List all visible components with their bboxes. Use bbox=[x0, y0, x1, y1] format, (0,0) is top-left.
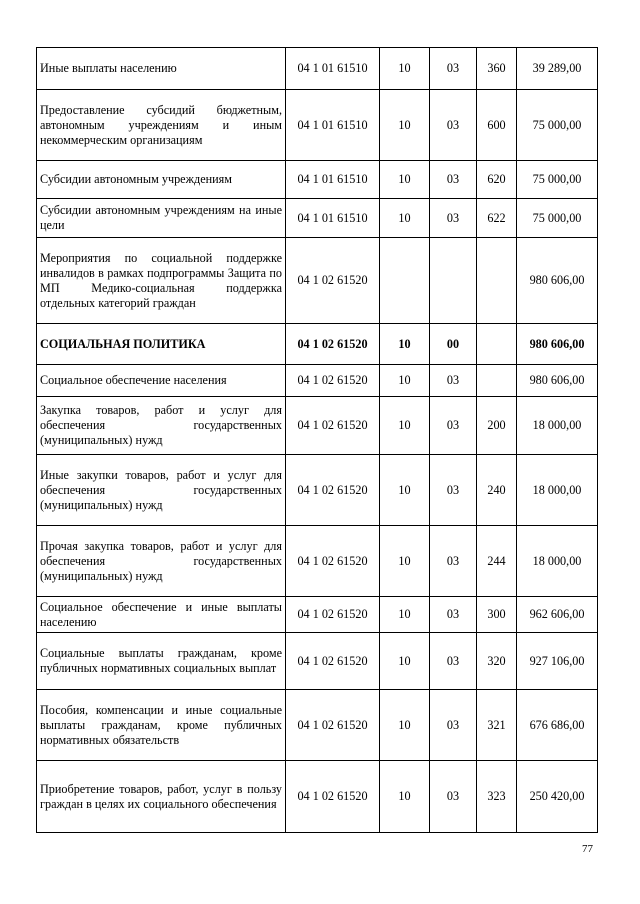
row-subsection-code: 03 bbox=[430, 397, 477, 455]
row-subsection-code: 03 bbox=[430, 199, 477, 238]
row-section-code: 10 bbox=[380, 90, 430, 161]
row-csr-code: 04 1 01 61510 bbox=[286, 48, 380, 90]
row-expense-type bbox=[477, 324, 517, 365]
table-row bbox=[37, 690, 598, 761]
row-subsection-code: 03 bbox=[430, 90, 477, 161]
table-row bbox=[37, 633, 598, 690]
row-csr-code: 04 1 02 61520 bbox=[286, 397, 380, 455]
row-amount: 962 606,00 bbox=[517, 597, 598, 633]
row-csr-code: 04 1 01 61510 bbox=[286, 161, 380, 199]
row-amount: 927 106,00 bbox=[517, 633, 598, 690]
row-section-code: 10 bbox=[380, 526, 430, 597]
row-amount: 18 000,00 bbox=[517, 397, 598, 455]
row-expense-type: 622 bbox=[477, 199, 517, 238]
budget-table bbox=[36, 47, 598, 833]
row-csr-code: 04 1 02 61520 bbox=[286, 324, 380, 365]
row-expense-type: 240 bbox=[477, 455, 517, 526]
row-csr-code: 04 1 02 61520 bbox=[286, 365, 380, 397]
row-amount: 250 420,00 bbox=[517, 761, 598, 833]
row-expense-type: 360 bbox=[477, 48, 517, 90]
row-amount: 75 000,00 bbox=[517, 199, 598, 238]
row-name: Субсидии автономным учреждениям на иные цели bbox=[37, 199, 286, 238]
row-amount: 18 000,00 bbox=[517, 526, 598, 597]
table-row bbox=[37, 90, 598, 161]
row-section-code: 10 bbox=[380, 633, 430, 690]
row-section-code: 10 bbox=[380, 690, 430, 761]
row-expense-type bbox=[477, 238, 517, 324]
row-section-code: 10 bbox=[380, 48, 430, 90]
row-subsection-code: 03 bbox=[430, 597, 477, 633]
row-csr-code: 04 1 02 61520 bbox=[286, 597, 380, 633]
row-expense-type: 244 bbox=[477, 526, 517, 597]
row-subsection-code: 03 bbox=[430, 365, 477, 397]
row-name: Приобретение товаров, работ, услуг в пользу граждан в целях их социального обеспечения bbox=[37, 761, 286, 833]
row-csr-code: 04 1 02 61520 bbox=[286, 633, 380, 690]
table-row bbox=[37, 199, 598, 238]
row-subsection-code: 03 bbox=[430, 633, 477, 690]
row-section-code bbox=[380, 238, 430, 324]
row-subsection-code: 03 bbox=[430, 690, 477, 761]
row-expense-type: 321 bbox=[477, 690, 517, 761]
row-name: СОЦИАЛЬНАЯ ПОЛИТИКА bbox=[37, 324, 286, 365]
row-subsection-code: 00 bbox=[430, 324, 477, 365]
row-name: Социальное обеспечение и иные выплаты населению bbox=[37, 597, 286, 633]
row-subsection-code: 03 bbox=[430, 455, 477, 526]
table-row bbox=[37, 526, 598, 597]
row-csr-code: 04 1 01 61510 bbox=[286, 199, 380, 238]
row-section-code: 10 bbox=[380, 161, 430, 199]
row-section-code: 10 bbox=[380, 455, 430, 526]
table-row-section-total bbox=[37, 324, 598, 365]
row-expense-type: 600 bbox=[477, 90, 517, 161]
table-row bbox=[37, 761, 598, 833]
row-expense-type: 323 bbox=[477, 761, 517, 833]
row-subsection-code: 03 bbox=[430, 526, 477, 597]
row-csr-code: 04 1 02 61520 bbox=[286, 761, 380, 833]
row-section-code: 10 bbox=[380, 365, 430, 397]
row-name: Мероприятия по социальной поддержке инвалидов в рамках подпрограммы Защита по МП Медико-социальная поддержка отдельных категорий граждан bbox=[37, 238, 286, 324]
table-row bbox=[37, 397, 598, 455]
row-csr-code: 04 1 02 61520 bbox=[286, 238, 380, 324]
row-csr-code: 04 1 02 61520 bbox=[286, 526, 380, 597]
row-section-code: 10 bbox=[380, 761, 430, 833]
row-expense-type: 320 bbox=[477, 633, 517, 690]
row-section-code: 10 bbox=[380, 199, 430, 238]
row-subsection-code: 03 bbox=[430, 161, 477, 199]
row-name: Субсидии автономным учреждениям bbox=[37, 161, 286, 199]
row-section-code: 10 bbox=[380, 397, 430, 455]
row-section-code: 10 bbox=[380, 597, 430, 633]
row-expense-type: 300 bbox=[477, 597, 517, 633]
row-csr-code: 04 1 01 61510 bbox=[286, 90, 380, 161]
row-name: Закупка товаров, работ и услуг для обеспечения государственных (муниципальных) нужд bbox=[37, 397, 286, 455]
row-expense-type: 620 bbox=[477, 161, 517, 199]
row-name: Социальные выплаты гражданам, кроме публичных нормативных социальных выплат bbox=[37, 633, 286, 690]
row-amount: 75 000,00 bbox=[517, 90, 598, 161]
row-name: Иные выплаты населению bbox=[37, 48, 286, 90]
row-name: Пособия, компенсации и иные социальные выплаты гражданам, кроме публичных нормативных обязательств bbox=[37, 690, 286, 761]
table-row bbox=[37, 365, 598, 397]
row-amount: 18 000,00 bbox=[517, 455, 598, 526]
row-name: Прочая закупка товаров, работ и услуг для обеспечения государственных (муниципальных) нужд bbox=[37, 526, 286, 597]
row-subsection-code bbox=[430, 238, 477, 324]
row-amount: 980 606,00 bbox=[517, 238, 598, 324]
row-subsection-code: 03 bbox=[430, 48, 477, 90]
table-row bbox=[37, 161, 598, 199]
table-row bbox=[37, 597, 598, 633]
row-expense-type: 200 bbox=[477, 397, 517, 455]
row-amount: 39 289,00 bbox=[517, 48, 598, 90]
row-amount: 980 606,00 bbox=[517, 365, 598, 397]
table-row bbox=[37, 48, 598, 90]
row-amount: 980 606,00 bbox=[517, 324, 598, 365]
row-name: Социальное обеспечение населения bbox=[37, 365, 286, 397]
row-section-code: 10 bbox=[380, 324, 430, 365]
row-csr-code: 04 1 02 61520 bbox=[286, 690, 380, 761]
row-expense-type bbox=[477, 365, 517, 397]
row-subsection-code: 03 bbox=[430, 761, 477, 833]
row-amount: 75 000,00 bbox=[517, 161, 598, 199]
row-amount: 676 686,00 bbox=[517, 690, 598, 761]
row-name: Предоставление субсидий бюджетным, автономным учреждениям и иным некоммерческим организациям bbox=[37, 90, 286, 161]
table-row bbox=[37, 238, 598, 324]
row-name: Иные закупки товаров, работ и услуг для обеспечения государственных (муниципальных) нужд bbox=[37, 455, 286, 526]
page-number: 77 bbox=[582, 843, 593, 855]
row-csr-code: 04 1 02 61520 bbox=[286, 455, 380, 526]
table-row bbox=[37, 455, 598, 526]
